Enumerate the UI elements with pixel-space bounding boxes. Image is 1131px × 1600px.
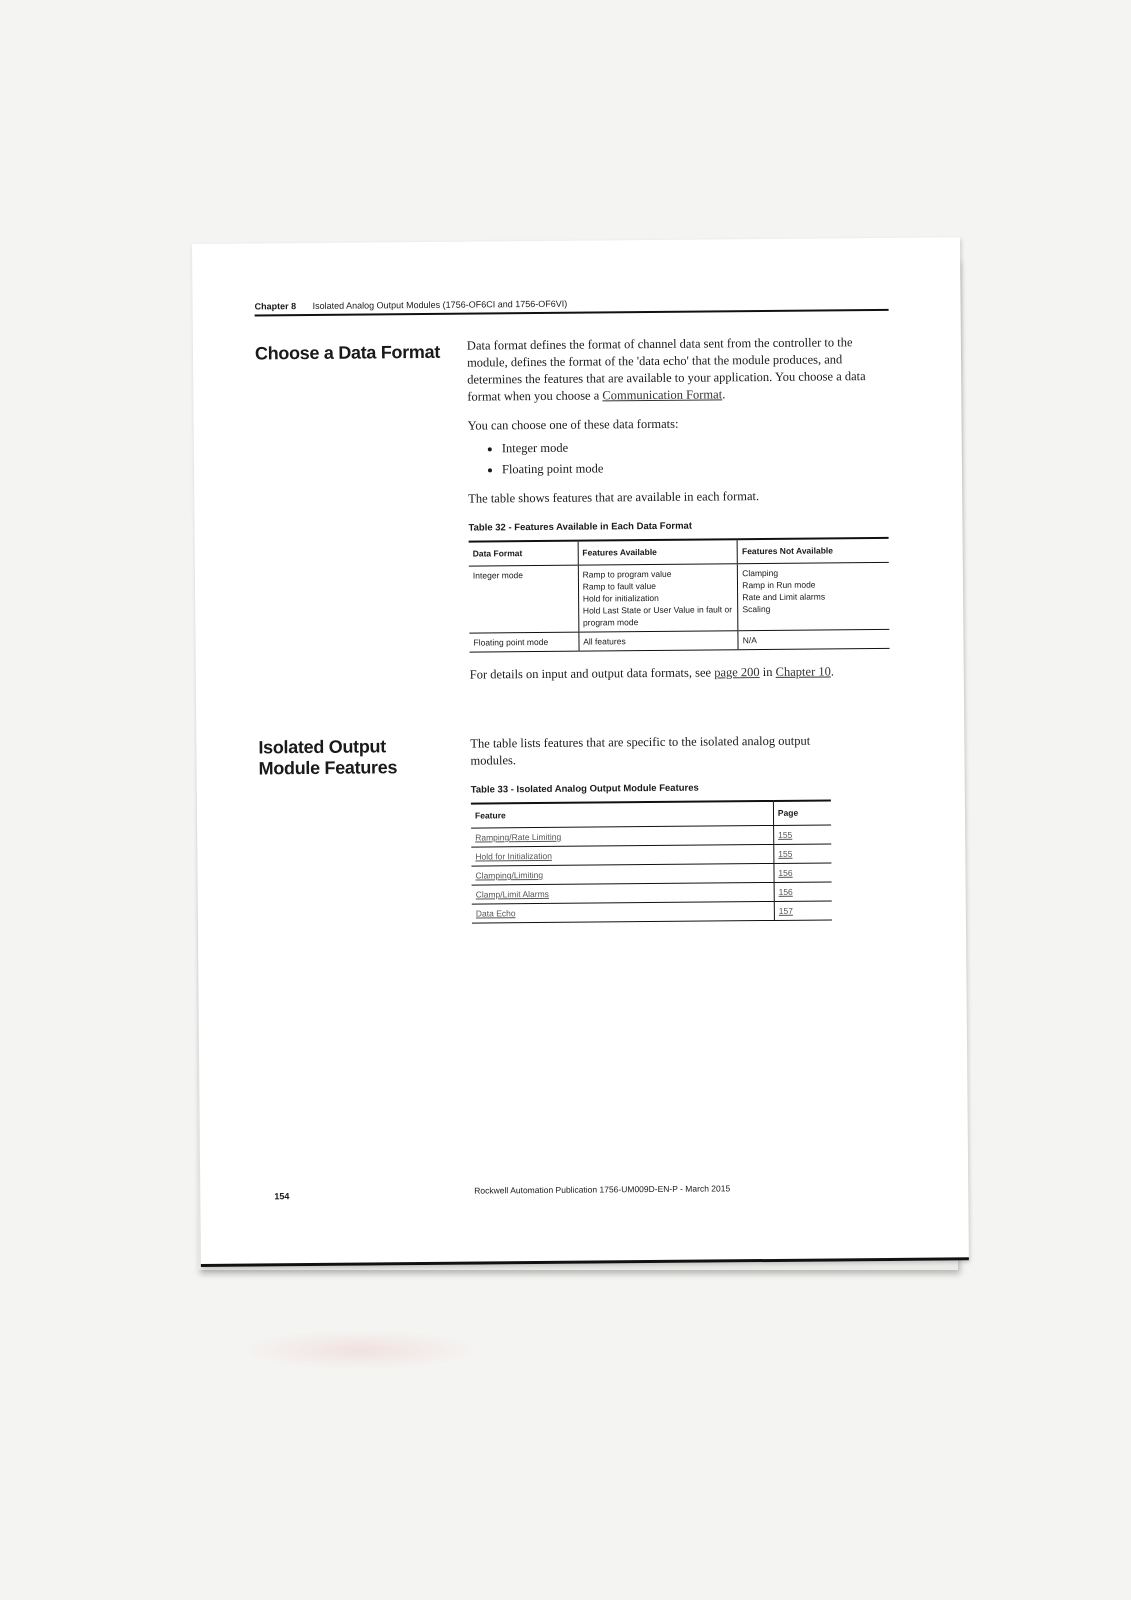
table-row [469,629,889,652]
chapter-title: Isolated Analog Output Modules (1756-OF6CI and 1756-OF6VI) [312,298,568,311]
document-page [192,237,969,1267]
table-cell: Ramp to program value Ramp to fault value Hold for initialization Hold Last State or User Value in fault or program mode [578,564,738,632]
feature-link[interactable]: Ramping/Rate Limiting [475,831,562,843]
page-number: 154 [274,1191,290,1202]
paper-stain [240,1330,480,1370]
table-cell [471,863,774,885]
table-cell [774,863,832,883]
page-200-link[interactable]: page 200 [714,665,760,680]
section-body-output-features [470,732,832,923]
table-cell [471,825,774,847]
output-features-table [471,799,832,923]
feature-link[interactable]: Hold for Initialization [475,850,552,862]
table-cell: All features [579,631,739,651]
table-header: Features Available [578,539,738,565]
table-row [472,901,832,923]
table-header: Features Not Available [737,538,888,564]
chapter-10-link[interactable]: Chapter 10 [775,664,831,679]
table-cell: Integer mode [469,565,579,633]
page-link[interactable]: 155 [778,848,793,859]
table-cell: Clamping Ramp in Run mode Rate and Limit alarms Scaling [738,562,890,630]
table-cell [774,844,832,864]
table-header: Feature [471,801,774,828]
chapter-label: Chapter 8 [254,301,297,312]
feature-link[interactable]: Clamp/Limit Alarms [475,888,549,900]
feature-link[interactable]: Clamping/Limiting [475,869,544,881]
table-cell: N/A [738,629,889,649]
running-header [255,296,889,317]
list-item: • Integer mode [502,437,888,457]
format-list [468,437,888,479]
table-cell: Floating point mode [469,632,578,652]
choose-formats-text: You can choose one of these data formats: [467,416,679,433]
data-format-table [469,537,890,653]
table-cell [472,901,775,923]
features-intro-text: The table lists features that are specific to the isolated analog output modules. [470,733,811,768]
table-cell [472,882,775,904]
page-link[interactable]: 156 [778,867,793,878]
page-link[interactable]: 156 [778,886,793,897]
table-cell [773,825,831,845]
feature-link[interactable]: Data Echo [475,908,516,919]
communication-format-link[interactable]: Communication Format [602,387,723,403]
table-header: Page [773,800,831,825]
section-body-data-format [467,334,890,696]
section-title-output-features: Isolated Output Module Features [258,736,398,779]
section-title-data-format: Choose a Data Format [254,341,441,364]
table-cell [471,844,774,866]
table-cell [774,882,832,902]
table-32-caption: Table 32 - Features Available in Each Data Format [468,520,693,534]
publication-footer: Rockwell Automation Publication 1756-UM009D-EN-P - March 2015 [474,1183,731,1196]
table-33-caption: Table 33 - Isolated Analog Output Module Features [470,782,699,796]
page-link[interactable]: 155 [778,829,793,840]
intro-paragraph: Data format defines the format of channel data sent from the controller to the module, defines the format of the 'data echo' that the module produces, and determines the features that are available to your application. You choose a data format when you choose a Communication Format. [466,335,866,404]
list-item: • Floating point mode [502,458,888,478]
table-intro-text: The table shows features that are available in each format. [468,489,760,506]
table-row [469,562,890,633]
table-cell [774,901,832,921]
page-link[interactable]: 157 [778,905,793,916]
table-header: Data Format [469,541,578,566]
details-paragraph: For details on input and output data formats, see page 200 in Chapter 10. [469,664,835,682]
